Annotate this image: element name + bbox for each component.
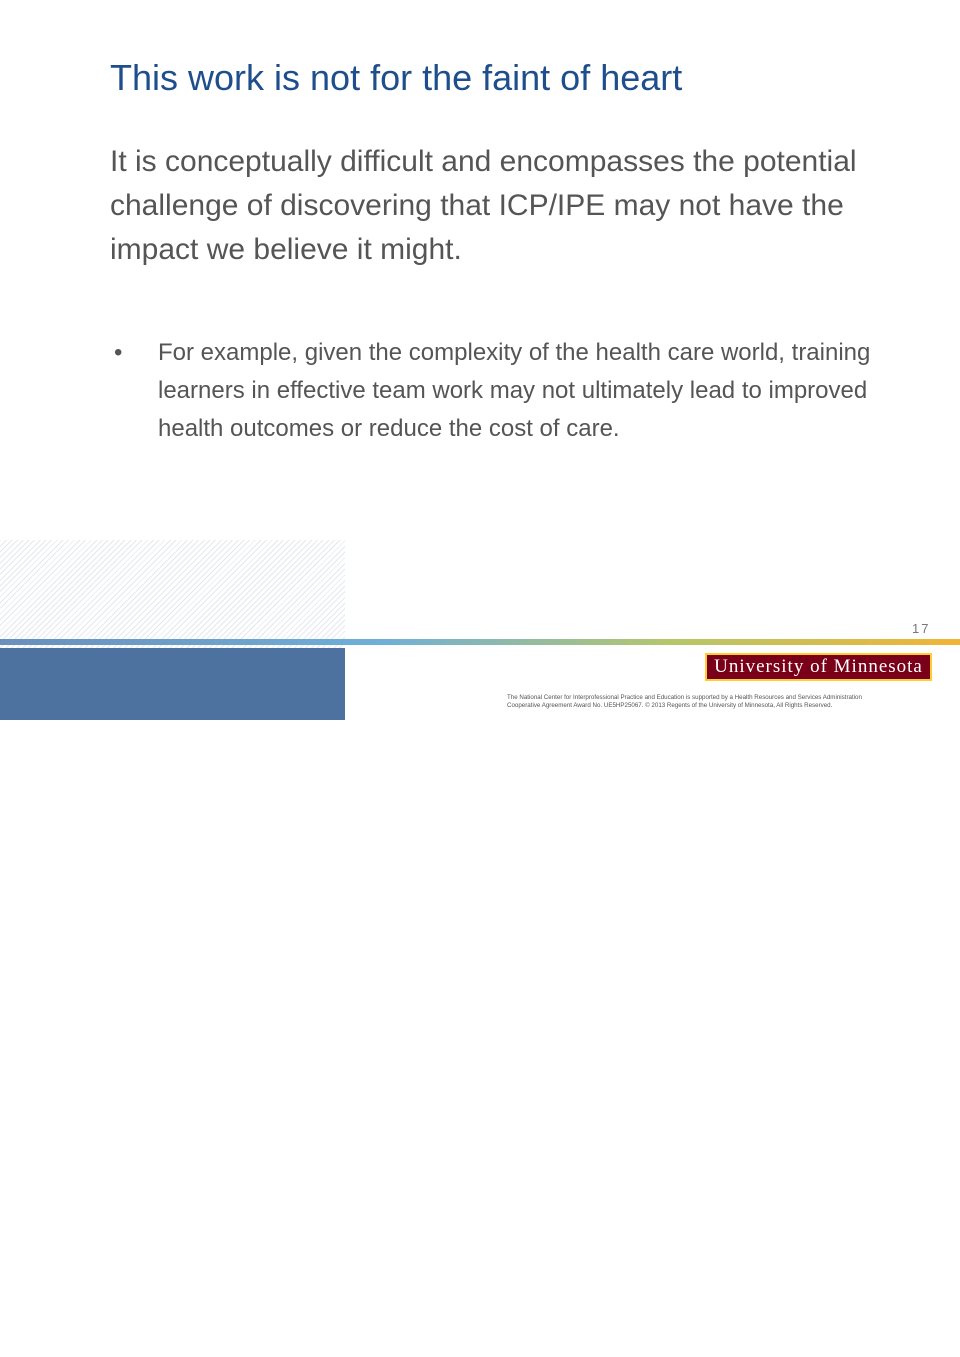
university-logo: University of Minnesota — [705, 653, 932, 681]
bullet-marker: • — [114, 339, 123, 366]
gradient-divider — [0, 639, 960, 645]
decorative-pattern — [0, 540, 345, 655]
org-name-left: National Center for — [20, 1311, 146, 1328]
slide-title: This work is not for the faint of heart — [110, 57, 683, 98]
page-number: 17 — [912, 621, 931, 636]
body-paragraph: It is conceptually difficult and encompasses the potential challenge of discovering that ICP/IPE may not have the impact we believe it might. — [110, 145, 857, 266]
funding-line-1: The National Center for Interprofessional Practice and Education is supported by a Health Resources and Services Administration — [507, 694, 862, 701]
org-divider — [160, 1305, 161, 1353]
funding-notice — [507, 694, 947, 710]
funding-line-2: Cooperative Agreement Award No. UE5HP25067. © 2013 Regents of the University of Minnesota, All Rights Reserved. — [507, 702, 833, 709]
bullet-text: For example, given the complexity of the health care world, training learners in effective team work may not ultimately lead to improved health outcomes or reduce the cost of care. — [158, 339, 871, 442]
footer-logo-bar — [0, 648, 345, 1354]
org-name-right: Interprofessional Practice and Education — [166, 1314, 336, 1354]
